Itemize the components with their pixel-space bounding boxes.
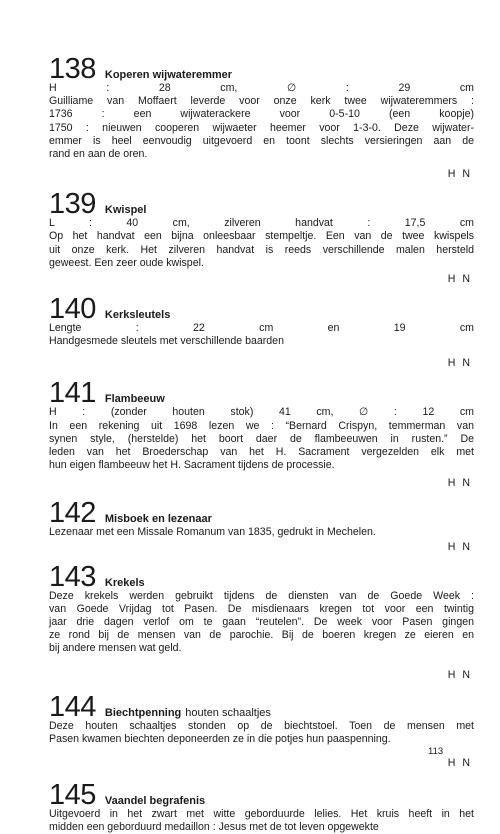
entry-text-line: Pasen kwamen biechten deponeerden ze in die potjes hun paaspenning.: [49, 732, 391, 745]
entry-text-line: H : (zonder houten stok) 41 cm, ∅ : 12 cm: [49, 406, 474, 419]
entry-heading: [49, 690, 474, 723]
entry-text-line: H : 28 cm, ∅ : 29 cm: [49, 82, 474, 94]
entry-heading: [49, 188, 474, 221]
entry-title: Koperen wijwateremmer: [104, 69, 233, 81]
entry-heading: [49, 53, 474, 85]
entry-title: Vaandel begrafenis: [104, 795, 206, 808]
entry-text-line: Deze houten schaaltjes stonden op de biechtstoel. Toen de mensen met: [49, 719, 474, 732]
entry-text-line: synen style, (herstelde) het boort daer de flambeeuwen in rusten.” De: [49, 432, 474, 445]
catalog-entry: [49, 779, 474, 834]
entry-text-line: uit onze kerk. Het zilveren handvat is reeds verschillende malen hersteld: [49, 243, 474, 256]
entry-text-line: geweest. Een zeer oude kwispel.: [49, 256, 204, 269]
entry-number: 143: [49, 560, 96, 593]
entry-title: Flambeeuw: [104, 393, 165, 406]
catalog-entry: [49, 497, 474, 553]
entry-signature: H N: [447, 757, 472, 770]
entry-signature: H N: [447, 357, 472, 370]
entry-number: 145: [49, 779, 96, 812]
entry-text-line: ze rond bij de mensen van de parochie. Bij de boeren kregen ze eieren en: [49, 629, 474, 642]
entry-signature: H N: [447, 668, 472, 681]
entry-number: 142: [49, 497, 96, 530]
entry-title: Kwispel: [104, 204, 147, 217]
entry-text-line: 1750 : nieuwen cooperen wijwaeter heemer voor 1-3-0. Deze wijwater-: [49, 121, 474, 134]
entry-title: Kerksleutels: [104, 309, 171, 322]
entry-title: Biechtpenning: [104, 706, 182, 719]
catalog-entry: [49, 377, 474, 490]
page-number: 113: [428, 746, 444, 757]
entry-heading: [49, 293, 474, 326]
entry-title: Misboek en lezenaar: [104, 513, 212, 526]
catalog-entry: [49, 560, 474, 682]
entry-text-line: rand en aan de oren.: [49, 148, 148, 161]
entry-number: 144: [49, 690, 96, 723]
entry-text-line: hun eigen flambeeuw het H. Sacrament tijdens de processie.: [49, 459, 335, 472]
catalog-entry: [49, 53, 474, 181]
entry-list: [49, 53, 474, 834]
entry-number: 138: [49, 53, 96, 85]
entry-signature: H N: [447, 168, 472, 181]
entry-text-line: leden van het Broederschap van het H. Sacrament vergezelden elk met: [49, 446, 474, 459]
entry-number: 140: [49, 293, 96, 326]
entry-subtitle: houten schaaltjes: [185, 706, 271, 719]
entry-number: 139: [49, 188, 96, 221]
entry-text-line: Lezenaar met een Missale Romanum van 1835, gedrukt in Mechelen.: [49, 526, 376, 539]
entry-text-line: jaar drie dagen verlof om te gaan “reutelen”. De week voor Pasen gingen: [49, 616, 474, 629]
entry-text-line: emmer is heel eenvoudig uitgevoerd en toont slechts versieringen aan de: [49, 134, 474, 147]
entry-text-line: Uitgevoerd in het zwart met witte geborduurde lelies. Het kruis heeft in het: [49, 808, 474, 821]
entry-heading: [49, 560, 474, 593]
catalog-entry: [49, 293, 474, 370]
entry-signature: H N: [447, 273, 472, 286]
entry-heading: [49, 497, 474, 530]
entry-text-line: van Goede Vrijdag tot Pasen. De misdienaars kregen tot voor een twintig: [49, 602, 474, 615]
entry-title: Krekels: [104, 576, 145, 589]
entry-number: 141: [49, 377, 96, 410]
catalog-entry: [49, 188, 474, 286]
entry-text-line: Op het handvat een bijna onleesbaar stempeltje. Een van de twee kwispels: [49, 230, 474, 243]
page-body: [49, 53, 474, 834]
entry-text-line: Guilliame van Moffaert leverde voor onze kerk twee wijwateremmers :: [49, 95, 474, 108]
entry-text-line: midden een geborduurd medaillon : Jesus met de tot leven opgewekte: [49, 821, 379, 834]
entry-text-line: Deze krekels werden gebruikt tijdens de diensten van de Goede Week :: [49, 589, 474, 602]
entry-signature: H N: [447, 540, 472, 553]
entry-text-line: 1736 : een wijwaterackere voor 0-5-10 (een koopje): [49, 108, 474, 121]
entry-text-line: Lengte : 22 cm en 19 cm: [49, 322, 474, 335]
catalog-entry: [49, 690, 474, 770]
entry-heading: [49, 377, 474, 410]
entry-signature: H N: [447, 477, 472, 490]
entry-heading: [49, 779, 474, 812]
entry-text-line: L : 40 cm, zilveren handvat : 17,5 cm: [49, 217, 474, 230]
entry-text-line: In een rekening uit 1698 lezen we : “Bernard Crispyn, temmerman van: [49, 419, 474, 432]
entry-text-line: bij andere mensen wat geld.: [49, 642, 182, 655]
entry-text-line: Handgesmede sleutels met verschillende baarden: [49, 335, 284, 348]
